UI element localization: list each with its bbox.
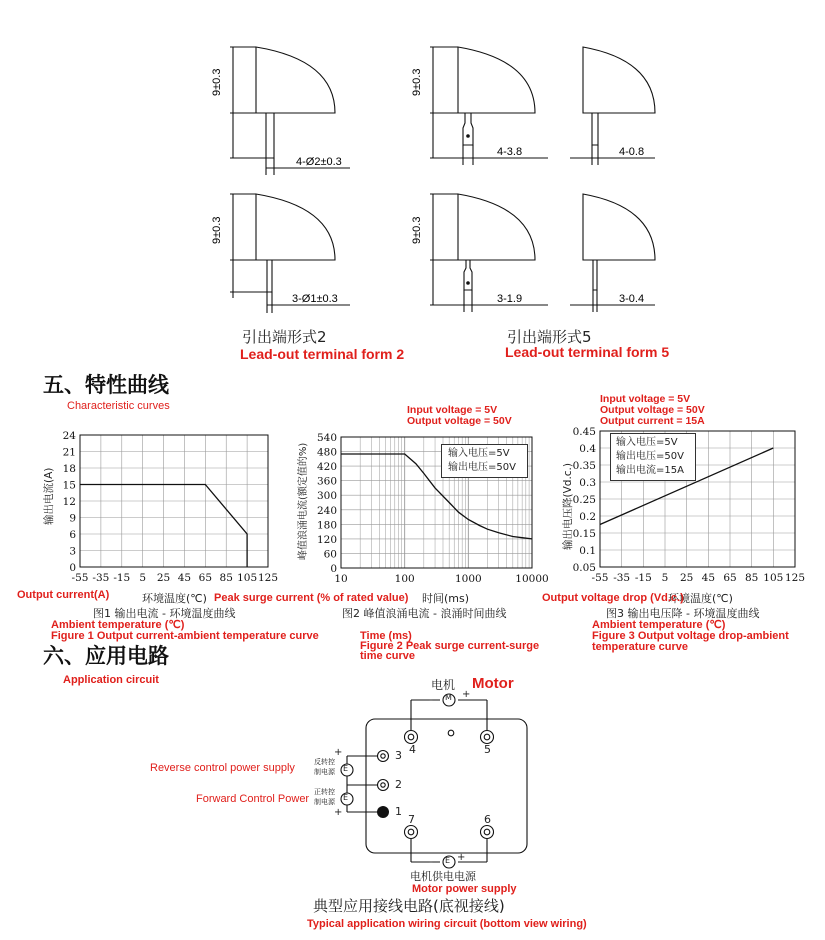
- chart2-xtick-label: 1000: [454, 573, 482, 585]
- dim-f5b: 4-0.8: [619, 146, 645, 158]
- chart2-xtick-label: 10000: [515, 573, 549, 585]
- motor-symbol: M: [445, 693, 452, 702]
- chart3-ytick-label: 0.05: [572, 562, 596, 574]
- chart2-ytick-label: 300: [316, 490, 337, 503]
- fig1-xlabel: 环境温度(℃): [142, 592, 207, 605]
- chart3-ytick-label: 0.15: [572, 528, 596, 540]
- motor-cn: 电机: [431, 678, 456, 692]
- circuit-caption-en: Typical application wiring circuit (bottom view wiring): [307, 918, 587, 930]
- pin-6-label: 6: [484, 813, 491, 826]
- dim-f5d: 3-0.4: [619, 293, 645, 305]
- chart1-xtick-label: 105: [237, 572, 258, 584]
- supply-minus: -: [429, 855, 433, 868]
- chart3-xtick-label: 5: [661, 572, 669, 584]
- chart3-xtick-label: -15: [634, 572, 652, 584]
- fig2-legend-1: 输入电压=5V: [448, 448, 510, 459]
- chart1-ytick-label: 12: [62, 496, 76, 508]
- pin-1-label: 1: [395, 805, 402, 818]
- section5-title: 五、特性曲线: [43, 372, 169, 397]
- fig3-caption: 图3 输出电压降 - 环境温度曲线: [606, 607, 760, 620]
- fig3-legend-3: 输出电流=15A: [616, 465, 684, 476]
- fwd-cn-2: 制电源: [314, 798, 335, 806]
- chart1-ytick-label: 9: [69, 512, 76, 525]
- chart3-ytick-label: 0.2: [579, 511, 596, 523]
- supply-plus: +: [457, 852, 466, 863]
- fig3-legend-2: 输出电压=50V: [616, 451, 684, 462]
- fig3-ylabel-en: Output voltage drop (Vd.c.): [542, 592, 684, 604]
- chart1-ytick-label: 15: [62, 479, 76, 492]
- form5-en: Lead-out terminal form 5: [505, 344, 670, 360]
- ctrl-plus-1: +: [334, 747, 343, 758]
- fwd-cn-1: 正转控: [314, 788, 335, 796]
- motor-minus: -: [429, 693, 433, 706]
- chart1-ytick-label: 6: [69, 529, 76, 541]
- pin-5-label: 5: [484, 743, 491, 756]
- chart3-ytick-label: 0.25: [572, 494, 596, 506]
- rev-cn-2: 制电源: [314, 768, 335, 776]
- fig2-note-2: Output voltage = 50V: [407, 415, 512, 427]
- chart2-ytick-label: 240: [316, 504, 337, 517]
- fig3-note-2: Output voltage = 50V: [600, 404, 705, 416]
- section5-title-en: Characteristic curves: [67, 400, 170, 412]
- chart1-ytick-label: 21: [62, 446, 76, 459]
- motor-en: Motor: [472, 675, 514, 692]
- fig3-ylabel: 输出电压降(Vd.c.): [562, 463, 574, 550]
- pin-1-dot: [377, 806, 389, 818]
- chart3-ytick-label: 0.3: [579, 477, 596, 489]
- rev-cn-1: 反转控: [314, 758, 335, 766]
- fig3-caption-en-2: temperature curve: [592, 641, 688, 653]
- chart1-xtick-label: 85: [219, 572, 233, 584]
- fig2-ylabel: 峰值浪涌电流(额定值的%): [298, 442, 309, 560]
- supply-en: Motor power supply: [412, 883, 517, 895]
- fig1-ylabel: 输出电流(A): [43, 467, 55, 525]
- pin-7-label: 7: [408, 813, 415, 826]
- fig1-caption-en: Figure 1 Output current-ambient temperature curve: [51, 630, 319, 642]
- chart3-xtick-label: 125: [784, 572, 806, 584]
- pin-2-label: 2: [395, 778, 402, 791]
- fig1-ylabel-en: Output current(A): [17, 589, 110, 601]
- chart3-ytick-label: 0.35: [572, 460, 596, 472]
- fwd-source-symbol: E: [343, 793, 349, 802]
- chart3-ytick-label: 0.4: [579, 443, 596, 455]
- chart1-xtick-label: 45: [177, 572, 192, 584]
- chart3-xtick-label: 105: [763, 572, 784, 584]
- dim-height-4: 9±0.3: [411, 216, 423, 244]
- chart2-ytick-label: 540: [316, 432, 337, 444]
- chart2-ytick-label: 120: [316, 533, 337, 546]
- form2-cn: 引出端形式2: [242, 328, 327, 346]
- fig2-caption: 图2 峰值浪涌电流 - 浪涌时间曲线: [342, 607, 507, 620]
- section6-title-en: Application circuit: [63, 674, 159, 686]
- fig2-xlabel: 时间(ms): [422, 592, 470, 605]
- chart2-ytick-label: 180: [316, 519, 337, 532]
- chart1-xtick-label: -15: [113, 572, 131, 584]
- fig2-ylabel-en: Peak surge current (% of rated value): [214, 592, 409, 604]
- chart2-ytick-label: 420: [316, 461, 337, 474]
- chart3-xtick-label: 85: [744, 572, 759, 584]
- chart1-xtick-label: -55: [71, 572, 89, 584]
- chart1-ytick-label: 24: [62, 430, 76, 442]
- fig2-legend-2: 输出电压=50V: [448, 462, 516, 473]
- fig3-caption-en-1: Figure 3 Output voltage drop-ambient: [592, 630, 789, 642]
- chart3-xtick-label: 65: [723, 572, 737, 584]
- fig3-legend-1: 输入电压=5V: [616, 437, 678, 448]
- rev-en: Reverse control power supply: [150, 762, 295, 774]
- chart2-ytick-label: 480: [316, 446, 337, 459]
- dim-f5a: 4-3.8: [497, 146, 523, 158]
- fig3-note-1: Input voltage = 5V: [600, 393, 691, 405]
- chart1-xtick-label: 125: [257, 572, 279, 584]
- chart2-xtick-label: 10: [334, 573, 348, 585]
- pin-4-label: 4: [409, 743, 416, 756]
- chart2-ytick-label: 0: [330, 563, 337, 575]
- chart1-xtick-label: -35: [92, 572, 110, 584]
- dim-height-3: 9±0.3: [211, 216, 223, 244]
- fig2-xlabel-en: Time (ms): [360, 630, 412, 642]
- fwd-en: Forward Control Power: [196, 793, 310, 805]
- chart2-ytick-label: 60: [323, 548, 337, 561]
- chart2-ytick-label: 360: [316, 475, 337, 488]
- chart3-xtick-label: 25: [679, 572, 694, 584]
- supply-symbol: E: [445, 856, 451, 865]
- form2-en: Lead-out terminal form 2: [240, 346, 405, 362]
- chart3-xtick-label: 45: [701, 572, 716, 584]
- dim-f5c: 3-1.9: [497, 293, 523, 305]
- chart3-ytick-label: 0.1: [579, 545, 596, 557]
- ctrl-plus-2: +: [334, 807, 343, 818]
- fig3-xlabel-en: Ambient temperature (℃): [592, 619, 726, 631]
- chart3-ytick-label: 0.45: [572, 426, 596, 438]
- dim-height-2: 9±0.3: [411, 68, 423, 96]
- dim-f2b: 3-Ø1±0.3: [292, 293, 338, 305]
- chart1-ytick-label: 18: [62, 463, 76, 475]
- chart1-xtick-label: 65: [198, 572, 213, 584]
- section6-title: 六、应用电路: [43, 643, 169, 668]
- circuit-caption-cn: 典型应用接线电路(底视接线): [313, 897, 505, 915]
- chart2-xtick-label: 100: [394, 573, 415, 585]
- chart1-xtick-label: 25: [156, 572, 171, 584]
- relay-body: [366, 719, 527, 853]
- fig1-caption: 图1 输出电流 - 环境温度曲线: [93, 607, 236, 620]
- chart1-ytick-label: 0: [69, 562, 76, 574]
- chart3-xtick-label: -55: [591, 572, 609, 584]
- rev-source-symbol: E: [343, 764, 349, 773]
- motor-plus: +: [462, 689, 471, 700]
- form5-cn: 引出端形式5: [507, 328, 592, 346]
- fig1-xlabel-en: Ambient temperature (℃): [51, 619, 185, 631]
- fig3-note-3: Output current = 15A: [600, 415, 705, 427]
- chart3-xtick-label: -35: [613, 572, 631, 584]
- fig3-xlabel: 环境温度(℃): [668, 592, 733, 605]
- dim-height-1: 9±0.3: [211, 68, 223, 96]
- dim-f2a: 4-Ø2±0.3: [296, 156, 342, 168]
- chart1-xtick-label: 5: [139, 572, 147, 584]
- fig2-note-1: Input voltage = 5V: [407, 404, 498, 416]
- pin-3-label: 3: [395, 749, 402, 762]
- chart1-ytick-label: 3: [69, 545, 76, 558]
- fig2-caption-en-1: Figure 2 Peak surge current-surge: [360, 640, 540, 652]
- supply-cn: 电机供电电源: [410, 870, 476, 883]
- fig2-caption-en-2: time curve: [360, 650, 416, 662]
